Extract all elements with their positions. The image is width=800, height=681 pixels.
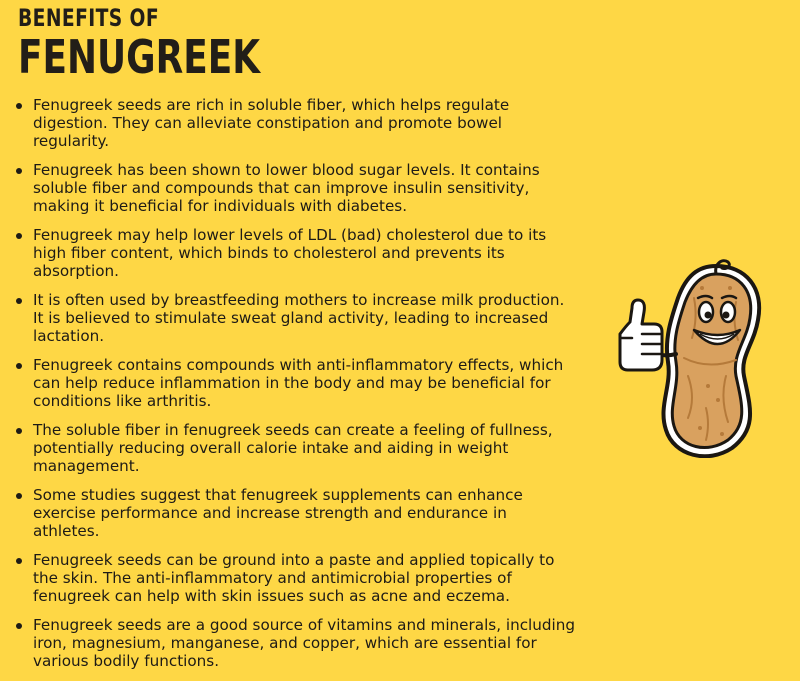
page-title: FENUGREEK [18, 30, 261, 84]
benefit-text: It is often used by breastfeeding mothers to increase milk production. It is believed to stimulate sweat gland activity, leading to increased lactation. [33, 291, 565, 345]
benefit-text: The soluble fiber in fenugreek seeds can create a feeling of fullness, potentially reducing overall calorie intake and aiding in weight management. [33, 421, 553, 475]
list-item [16, 226, 576, 280]
bullet-icon [16, 623, 22, 629]
list-item [16, 356, 576, 410]
peanut-thumbs-up-icon [612, 258, 780, 458]
bullet-icon [16, 233, 22, 239]
benefit-text: Fenugreek seeds are a good source of vitamins and minerals, including iron, magnesium, manganese, and copper, which are essential for various bodily functions. [33, 616, 576, 670]
bullet-icon [16, 363, 22, 369]
bullet-icon [16, 428, 22, 434]
kicker: BENEFITS OF [18, 4, 160, 32]
benefit-text: Fenugreek has been shown to lower blood sugar levels. It contains soluble fiber and compounds that can improve insulin sensitivity, making it beneficial for individuals with diabetes. [33, 161, 540, 215]
list-item [16, 486, 576, 540]
list-item [16, 161, 576, 215]
benefit-text: Some studies suggest that fenugreek supplements can enhance exercise performance and increase strength and endurance in athletes. [33, 486, 523, 540]
bullet-icon [16, 168, 22, 174]
benefits-list [16, 96, 576, 681]
bullet-icon [16, 558, 22, 564]
list-item [16, 291, 576, 345]
benefit-text: Fenugreek contains compounds with anti-inflammatory effects, which can help reduce inflammation in the body and may be beneficial for conditions like arthritis. [33, 356, 564, 410]
benefit-text: Fenugreek may help lower levels of LDL (bad) cholesterol due to its high fiber content, which binds to cholesterol and prevents its absorption. [33, 226, 547, 280]
list-item [16, 551, 576, 605]
bullet-icon [16, 493, 22, 499]
bullet-icon [16, 298, 22, 304]
list-item [16, 96, 576, 150]
list-item [16, 616, 576, 670]
benefit-text: Fenugreek seeds are rich in soluble fiber, which helps regulate digestion. They can alleviate constipation and promote bowel regularity. [33, 96, 510, 150]
header [18, 4, 328, 82]
benefit-text: Fenugreek seeds can be ground into a paste and applied topically to the skin. The anti-inflammatory and antimicrobial properties of fenugreek can help with skin issues such as acne and eczema. [33, 551, 555, 605]
list-item [16, 421, 576, 475]
bullet-icon [16, 103, 22, 109]
